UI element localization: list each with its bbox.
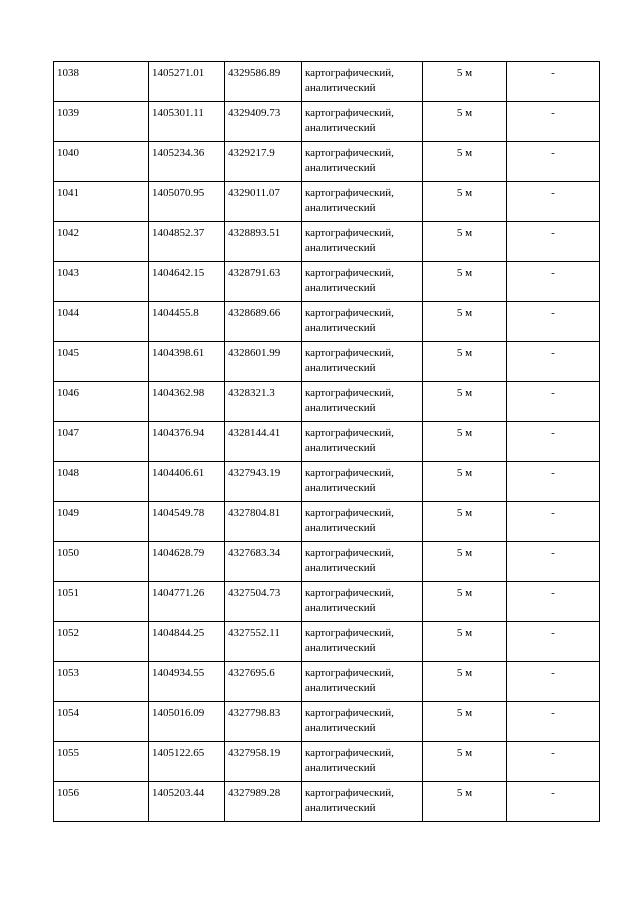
table-row — [54, 582, 600, 622]
point-number-cell: 1048 — [54, 462, 149, 502]
note-cell: - — [507, 462, 600, 502]
point-number-cell: 1043 — [54, 262, 149, 302]
x-coordinate-cell: 1405016.09 — [149, 702, 225, 742]
accuracy-cell: 5 м — [423, 582, 507, 622]
y-coordinate-cell: 4327958.19 — [225, 742, 302, 782]
note-cell: - — [507, 702, 600, 742]
x-coordinate-cell: 1404852.37 — [149, 222, 225, 262]
note-cell: - — [507, 302, 600, 342]
note-cell: - — [507, 542, 600, 582]
point-number-cell: 1046 — [54, 382, 149, 422]
accuracy-cell: 5 м — [423, 102, 507, 142]
coordinates-table-body — [54, 62, 600, 822]
point-number-cell: 1041 — [54, 182, 149, 222]
x-coordinate-cell: 1404642.15 — [149, 262, 225, 302]
point-number-cell: 1052 — [54, 622, 149, 662]
point-number-cell: 1039 — [54, 102, 149, 142]
y-coordinate-cell: 4328689.66 — [225, 302, 302, 342]
method-cell: картографический, аналитический — [302, 542, 423, 582]
method-cell: картографический, аналитический — [302, 182, 423, 222]
accuracy-cell: 5 м — [423, 662, 507, 702]
x-coordinate-cell: 1404376.94 — [149, 422, 225, 462]
point-number-cell: 1044 — [54, 302, 149, 342]
accuracy-cell: 5 м — [423, 382, 507, 422]
x-coordinate-cell: 1404455.8 — [149, 302, 225, 342]
method-cell: картографический, аналитический — [302, 502, 423, 542]
point-number-cell: 1054 — [54, 702, 149, 742]
x-coordinate-cell: 1404628.79 — [149, 542, 225, 582]
note-cell: - — [507, 422, 600, 462]
accuracy-cell: 5 м — [423, 142, 507, 182]
method-cell: картографический, аналитический — [302, 702, 423, 742]
accuracy-cell: 5 м — [423, 542, 507, 582]
point-number-cell: 1053 — [54, 662, 149, 702]
table-row — [54, 222, 600, 262]
y-coordinate-cell: 4328893.51 — [225, 222, 302, 262]
point-number-cell: 1042 — [54, 222, 149, 262]
note-cell: - — [507, 662, 600, 702]
y-coordinate-cell: 4329217.9 — [225, 142, 302, 182]
coordinates-page — [53, 61, 599, 822]
accuracy-cell: 5 м — [423, 422, 507, 462]
note-cell: - — [507, 342, 600, 382]
y-coordinate-cell: 4329586.89 — [225, 62, 302, 102]
method-cell: картографический, аналитический — [302, 422, 423, 462]
table-row — [54, 302, 600, 342]
y-coordinate-cell: 4327804.81 — [225, 502, 302, 542]
table-row — [54, 102, 600, 142]
coordinates-table — [53, 61, 600, 822]
accuracy-cell: 5 м — [423, 462, 507, 502]
x-coordinate-cell: 1404398.61 — [149, 342, 225, 382]
y-coordinate-cell: 4328321.3 — [225, 382, 302, 422]
x-coordinate-cell: 1404362.98 — [149, 382, 225, 422]
accuracy-cell: 5 м — [423, 622, 507, 662]
y-coordinate-cell: 4327683.34 — [225, 542, 302, 582]
note-cell: - — [507, 742, 600, 782]
y-coordinate-cell: 4327504.73 — [225, 582, 302, 622]
x-coordinate-cell: 1405203.44 — [149, 782, 225, 822]
method-cell: картографический, аналитический — [302, 102, 423, 142]
point-number-cell: 1040 — [54, 142, 149, 182]
method-cell: картографический, аналитический — [302, 662, 423, 702]
y-coordinate-cell: 4328601.99 — [225, 342, 302, 382]
x-coordinate-cell: 1405070.95 — [149, 182, 225, 222]
table-row — [54, 462, 600, 502]
method-cell: картографический, аналитический — [302, 342, 423, 382]
accuracy-cell: 5 м — [423, 702, 507, 742]
accuracy-cell: 5 м — [423, 302, 507, 342]
accuracy-cell: 5 м — [423, 222, 507, 262]
point-number-cell: 1051 — [54, 582, 149, 622]
note-cell: - — [507, 102, 600, 142]
table-row — [54, 182, 600, 222]
table-row — [54, 382, 600, 422]
table-row — [54, 662, 600, 702]
method-cell: картографический, аналитический — [302, 742, 423, 782]
x-coordinate-cell: 1404934.55 — [149, 662, 225, 702]
accuracy-cell: 5 м — [423, 502, 507, 542]
point-number-cell: 1045 — [54, 342, 149, 382]
x-coordinate-cell: 1405271.01 — [149, 62, 225, 102]
table-row — [54, 422, 600, 462]
x-coordinate-cell: 1405234.36 — [149, 142, 225, 182]
table-row — [54, 702, 600, 742]
note-cell: - — [507, 502, 600, 542]
method-cell: картографический, аналитический — [302, 582, 423, 622]
x-coordinate-cell: 1404844.25 — [149, 622, 225, 662]
x-coordinate-cell: 1404406.61 — [149, 462, 225, 502]
y-coordinate-cell: 4327989.28 — [225, 782, 302, 822]
method-cell: картографический, аналитический — [302, 262, 423, 302]
y-coordinate-cell: 4327695.6 — [225, 662, 302, 702]
accuracy-cell: 5 м — [423, 262, 507, 302]
y-coordinate-cell: 4328144.41 — [225, 422, 302, 462]
method-cell: картографический, аналитический — [302, 302, 423, 342]
accuracy-cell: 5 м — [423, 342, 507, 382]
note-cell: - — [507, 222, 600, 262]
accuracy-cell: 5 м — [423, 62, 507, 102]
x-coordinate-cell: 1404771.26 — [149, 582, 225, 622]
table-row — [54, 742, 600, 782]
note-cell: - — [507, 582, 600, 622]
accuracy-cell: 5 м — [423, 782, 507, 822]
accuracy-cell: 5 м — [423, 182, 507, 222]
note-cell: - — [507, 382, 600, 422]
method-cell: картографический, аналитический — [302, 62, 423, 102]
y-coordinate-cell: 4327552.11 — [225, 622, 302, 662]
note-cell: - — [507, 262, 600, 302]
point-number-cell: 1050 — [54, 542, 149, 582]
table-row — [54, 62, 600, 102]
method-cell: картографический, аналитический — [302, 782, 423, 822]
method-cell: картографический, аналитический — [302, 382, 423, 422]
table-row — [54, 342, 600, 382]
y-coordinate-cell: 4327943.19 — [225, 462, 302, 502]
table-row — [54, 142, 600, 182]
x-coordinate-cell: 1405122.65 — [149, 742, 225, 782]
note-cell: - — [507, 622, 600, 662]
note-cell: - — [507, 782, 600, 822]
y-coordinate-cell: 4329409.73 — [225, 102, 302, 142]
y-coordinate-cell: 4327798.83 — [225, 702, 302, 742]
y-coordinate-cell: 4329011.07 — [225, 182, 302, 222]
table-row — [54, 502, 600, 542]
table-row — [54, 542, 600, 582]
y-coordinate-cell: 4328791.63 — [225, 262, 302, 302]
point-number-cell: 1055 — [54, 742, 149, 782]
method-cell: картографический, аналитический — [302, 222, 423, 262]
table-row — [54, 782, 600, 822]
table-row — [54, 262, 600, 302]
accuracy-cell: 5 м — [423, 742, 507, 782]
x-coordinate-cell: 1404549.78 — [149, 502, 225, 542]
point-number-cell: 1056 — [54, 782, 149, 822]
table-row — [54, 622, 600, 662]
method-cell: картографический, аналитический — [302, 622, 423, 662]
note-cell: - — [507, 142, 600, 182]
point-number-cell: 1047 — [54, 422, 149, 462]
note-cell: - — [507, 182, 600, 222]
x-coordinate-cell: 1405301.11 — [149, 102, 225, 142]
point-number-cell: 1049 — [54, 502, 149, 542]
note-cell: - — [507, 62, 600, 102]
method-cell: картографический, аналитический — [302, 142, 423, 182]
method-cell: картографический, аналитический — [302, 462, 423, 502]
point-number-cell: 1038 — [54, 62, 149, 102]
